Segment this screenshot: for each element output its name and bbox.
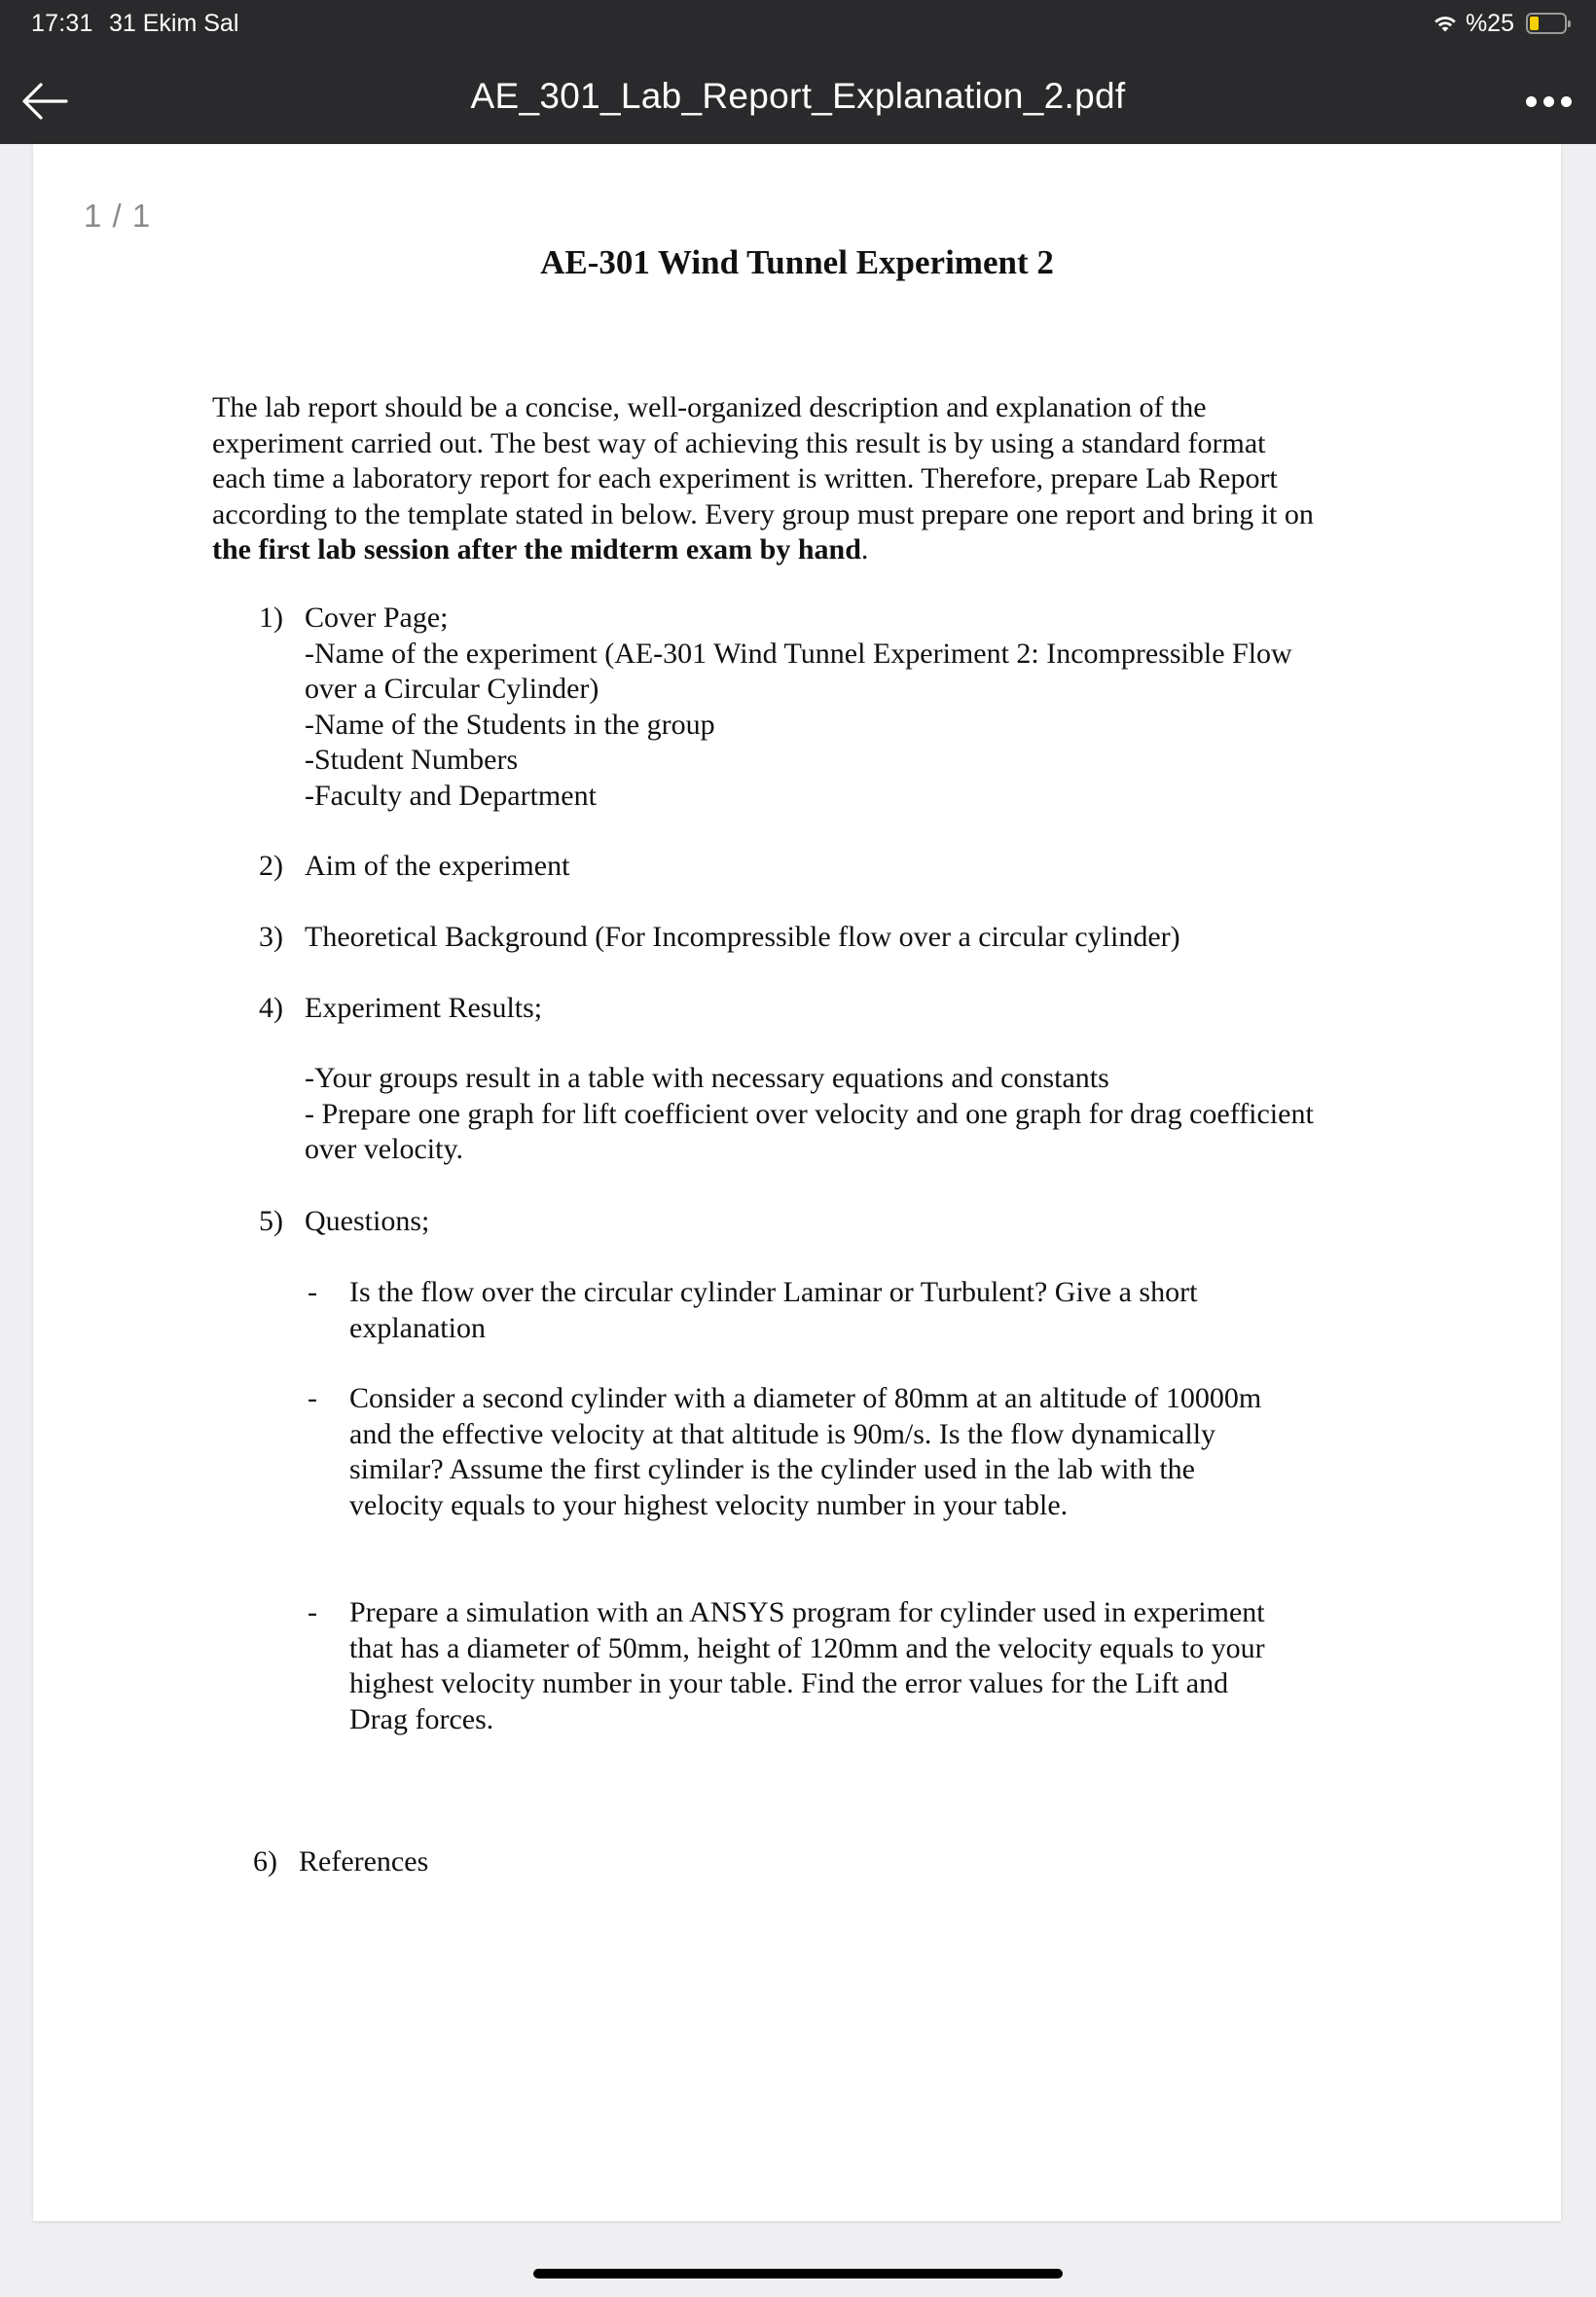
home-indicator[interactable] <box>533 2269 1063 2279</box>
top-bar <box>0 0 1596 144</box>
list-text: Aim of the experiment <box>305 850 570 882</box>
question-text: highest velocity number in your table. Find the error values for the Lift and <box>349 1667 1229 1699</box>
question-text: that has a diameter of 50mm, height of 120mm and the velocity equals to your <box>349 1631 1265 1664</box>
bullet-dash: - <box>308 1596 317 1628</box>
status-date: 31 Ekim Sal <box>109 10 239 37</box>
list-number: 4) <box>259 992 283 1024</box>
intro-line: experiment carried out. The best way of achieving this result is by using a standard format <box>212 426 1266 459</box>
list-text: -Faculty and Department <box>305 779 597 812</box>
intro-line: according to the template stated in below. Every group must prepare one report and bring it on <box>212 497 1314 530</box>
battery-level-fill <box>1530 17 1539 30</box>
battery-percentage: %25 <box>1465 9 1514 37</box>
more-dots-icon <box>1543 96 1554 107</box>
list-text: over velocity. <box>305 1133 463 1165</box>
list-text: Questions; <box>305 1205 430 1237</box>
list-number: 1) <box>259 602 283 634</box>
question-text: similar? Assume the first cylinder is the cylinder used in the lab with the <box>349 1453 1195 1485</box>
list-text: Cover Page; <box>305 602 449 634</box>
question-text: explanation <box>349 1311 486 1344</box>
more-options-button[interactable] <box>1514 84 1582 119</box>
intro-end: . <box>860 533 869 565</box>
list-text: - Prepare one graph for lift coefficient over velocity and one graph for drag coefficient <box>305 1097 1314 1130</box>
question-item <box>308 1595 1265 1737</box>
bullet-dash: - <box>308 1276 317 1308</box>
list-text: -Name of the Students in the group <box>305 708 715 741</box>
question-text: Consider a second cylinder with a diameter of 80mm at an altitude of 10000m <box>349 1382 1262 1414</box>
more-dots-icon <box>1526 96 1537 107</box>
list-text: -Your groups result in a table with necessary equations and constants <box>305 1062 1109 1094</box>
document-heading: AE-301 Wind Tunnel Experiment 2 <box>540 243 1054 281</box>
list-text: over a Circular Cylinder) <box>305 673 599 705</box>
intro-line: The lab report should be a concise, well-organized description and explanation of the <box>212 391 1207 423</box>
list-number: 5) <box>259 1205 283 1237</box>
list-number: 3) <box>259 921 283 953</box>
question-text: velocity equals to your highest velocity number in your table. <box>349 1488 1069 1521</box>
list-number: 6) <box>253 1845 277 1878</box>
intro-bold-text: the first lab session after the midterm exam by hand <box>212 533 861 565</box>
document-title: AE_301_Lab_Report_Explanation_2.pdf <box>470 76 1126 116</box>
question-item <box>308 1381 1262 1523</box>
question-text: and the effective velocity at that altitude is 90m/s. Is the flow dynamically <box>349 1417 1216 1450</box>
intro-paragraph <box>212 390 1438 568</box>
wifi-icon <box>1433 14 1458 33</box>
back-button[interactable] <box>18 74 72 128</box>
question-item <box>308 1275 1198 1346</box>
list-number: 2) <box>259 850 283 882</box>
pdf-page[interactable] <box>33 144 1561 2221</box>
page-indicator: 1 / 1 <box>84 198 152 234</box>
question-text: Is the flow over the circular cylinder Laminar or Turbulent? Give a short <box>349 1276 1198 1308</box>
list-text: Theoretical Background (For Incompressible flow over a circular cylinder) <box>305 921 1180 953</box>
battery-icon <box>1526 13 1567 34</box>
bullet-dash: - <box>308 1382 317 1414</box>
list-text: -Student Numbers <box>305 744 519 776</box>
more-dots-icon <box>1561 96 1572 107</box>
intro-line: each time a laboratory report for each experiment is written. Therefore, prepare Lab Report <box>212 462 1278 494</box>
status-time: 17:31 <box>31 10 93 37</box>
status-indicators <box>1433 8 1567 39</box>
list-text: References <box>299 1845 429 1878</box>
list-text: -Name of the experiment (AE-301 Wind Tunnel Experiment 2: Incompressible Flow <box>305 637 1292 670</box>
list-text: Experiment Results; <box>305 992 543 1024</box>
question-text: Drag forces. <box>349 1702 494 1735</box>
question-text: Prepare a simulation with an ANSYS program for cylinder used in experiment <box>349 1596 1265 1628</box>
back-arrow-icon <box>18 74 72 128</box>
